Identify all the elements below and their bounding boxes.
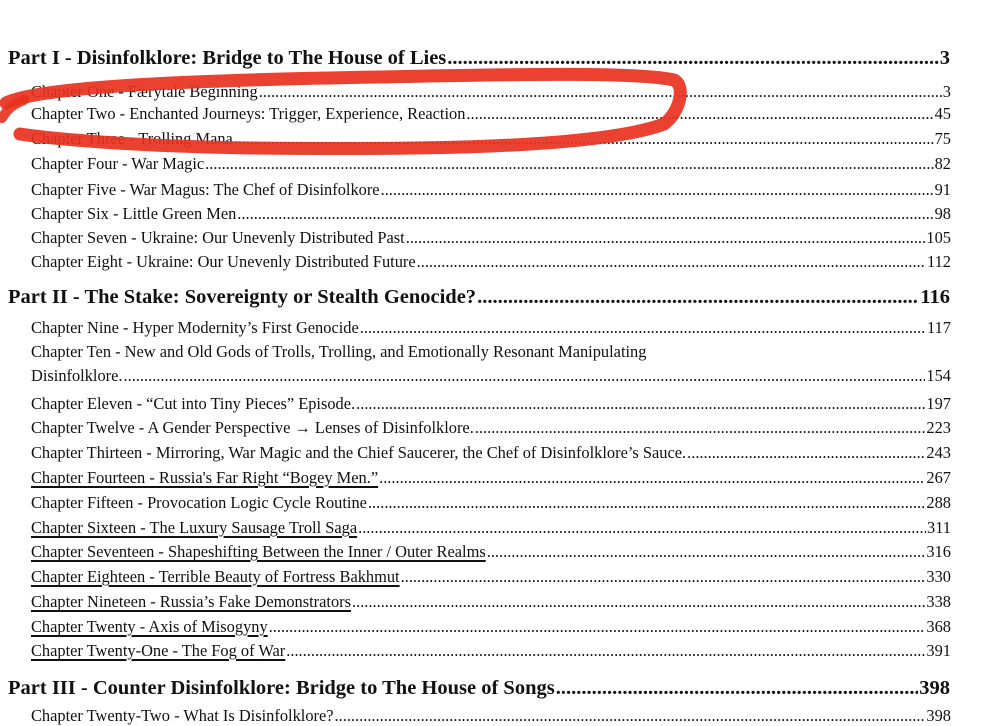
toc-entry-title: Chapter Twenty - Axis of Misogyny [31,617,268,636]
dot-leader [368,493,925,513]
toc-entry-title: Chapter Nine - Hyper Modernity’s First Genocide [31,318,359,337]
toc-entry-title: Chapter Twelve - A Gender Perspective → Lenses of Disinfolklore. [31,418,474,437]
toc-entry-page-number: 316 [926,542,951,561]
toc-entry-title-line1: Chapter Ten - New and Old Gods of Trolls, Trolling, and Emotionally Resonant Manipulating [31,342,647,361]
toc-entry-page-number: 311 [927,518,951,537]
dot-leader [417,252,926,272]
toc-entry-page-number: 338 [926,592,951,611]
toc-entry-page-number: 82 [934,154,951,173]
dot-leader [406,228,926,248]
dot-leader [487,542,926,562]
toc-entry-title: Chapter Sixteen - The Luxury Sausage Troll Saga [31,518,358,537]
dot-leader [286,641,925,661]
dot-leader [556,677,919,700]
toc-entry-title: Part II - The Stake: Sovereignty or Stealth Genocide? [8,286,477,308]
toc-entry-title: Chapter Nineteen - Russia’s Fake Demonstrators [31,592,352,611]
dot-leader [447,47,938,70]
toc-entry-page-number: 117 [927,318,951,337]
toc-entry-page-number: 368 [926,617,951,636]
toc-entry-page-number: 197 [926,394,951,413]
toc-entry-title: Chapter Twenty-Two - What Is Disinfolklore? [31,706,334,725]
dot-leader [381,180,934,200]
dot-leader [475,418,926,438]
toc-entry-page-number: 3 [939,47,950,69]
toc-entry-title: Chapter Eleven - “Cut into Tiny Pieces” Episode. [31,394,356,413]
toc-entry-title: Part I - Disinfolklore: Bridge to The House of Lies [8,47,447,69]
toc-entry-title: Chapter Six - Little Green Men [31,204,237,223]
toc-entry-page-number: 398 [926,706,951,725]
dot-leader [335,706,926,726]
toc-entry-page-number: 105 [926,228,951,247]
toc-entry-title: Chapter Eighteen - Terrible Beauty of Fortress Bakhmut [31,567,400,586]
dot-leader [124,366,926,386]
toc-entry-page-number: 112 [927,252,951,271]
toc-entry-title: Disinfolklore. [31,366,123,385]
dot-leader [687,443,925,463]
toc-entry-title: Part III - Counter Disinfolklore: Bridge to The House of Songs [8,677,555,699]
toc-entry-page-number: 223 [926,418,951,437]
dot-leader [477,286,919,309]
toc-entry-title: Chapter Seventeen - Shapeshifting Between the Inner / Outer Realms [31,542,486,561]
toc-entry-page-number: 3 [942,82,951,101]
toc-entry-title: Chapter Fourteen - Russia's Far Right “Bogey Men.” [31,468,379,487]
dot-leader [356,394,925,414]
toc-entry-page-number: 391 [926,641,951,660]
toc-entry-page-number: 75 [934,129,951,148]
toc-entry-title: Chapter Twenty-One - The Fog of War [31,641,286,660]
toc-entry-page-number: 116 [920,286,950,308]
dot-leader [466,104,933,124]
toc-entry-page-number: 98 [934,204,951,223]
toc-entry-page-number: 154 [926,366,951,385]
dot-leader [237,204,933,224]
dot-leader [379,468,925,488]
dot-leader [259,82,942,102]
toc-entry-title: Chapter Four - War Magic [31,154,205,173]
toc-entry-page-number: 267 [926,468,951,487]
toc-entry-title: Chapter One - Færytale Beginning [31,82,258,101]
dot-leader [352,592,925,612]
dot-leader [360,318,926,338]
toc-entry-title: Chapter Two - Enchanted Journeys: Trigger, Experience, Reaction [31,104,466,123]
toc-entry-title: Chapter Seven - Ukraine: Our Unevenly Distributed Past [31,228,405,247]
toc-entry-page-number: 243 [926,443,951,462]
toc-entry-page-number: 398 [919,677,950,699]
dot-leader [205,154,933,174]
toc-entry-title: Chapter Fifteen - Provocation Logic Cycle Routine [31,493,367,512]
dot-leader [234,129,934,149]
toc-entry-page-number: 45 [934,104,951,123]
dot-leader [401,567,926,587]
toc-entry-title: Chapter Thirteen - Mirroring, War Magic and the Chief Saucerer, the Chef of Disinfolklore’s Sauce. [31,443,687,462]
toc-entry-page-number: 288 [926,493,951,512]
toc-entry-title: Chapter Five - War Magus: The Chef of Disinfolkore [31,180,380,199]
toc-entry-page-number: 330 [926,567,951,586]
toc-entry-page-number: 91 [934,180,951,199]
toc-entry-title: Chapter Three - Trolling Mana [31,129,233,148]
dot-leader [269,617,926,637]
toc-entry-title: Chapter Eight - Ukraine: Our Unevenly Distributed Future [31,252,416,271]
dot-leader [358,518,926,538]
